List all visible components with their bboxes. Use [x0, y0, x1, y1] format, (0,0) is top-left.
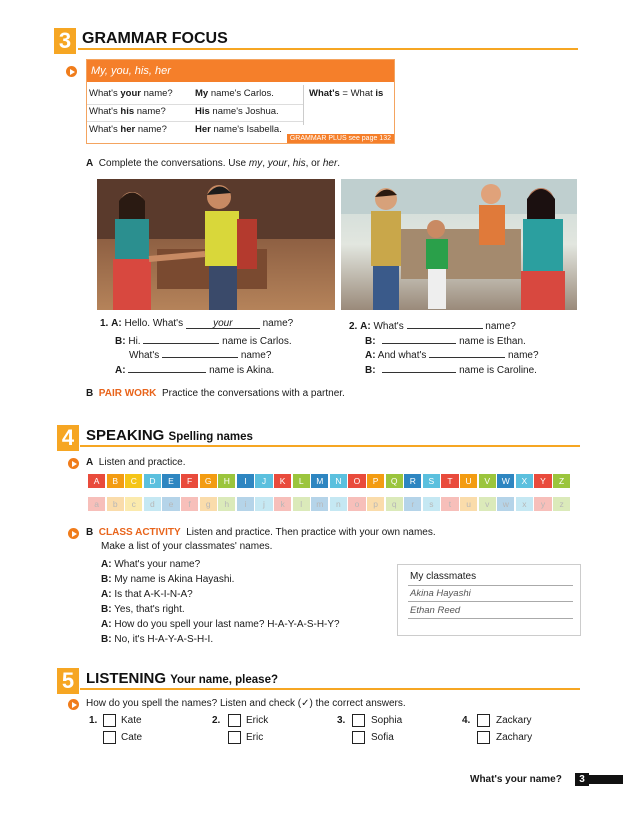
alphabet-letter-lower: m — [311, 497, 328, 511]
alphabet-letter-upper: Z — [553, 474, 570, 488]
alphabet-letter-upper: T — [441, 474, 458, 488]
part-b-pair-work: B PAIR WORK Practice the conversations with a partner. — [86, 388, 345, 399]
alphabet-letter-lower: u — [460, 497, 477, 511]
section-title-listening: LISTENING Your name, please? — [86, 670, 278, 687]
conversation-2-line-1: 2. A: What's name? — [349, 318, 516, 332]
listening-instructions: How do you spell the names? Listen and check (✓) the correct answers. — [86, 698, 406, 709]
blank-field[interactable] — [429, 347, 505, 358]
alphabet-letter-upper: J — [255, 474, 272, 488]
alphabet-letter-lower: p — [367, 497, 384, 511]
blank-field[interactable] — [162, 347, 238, 358]
alphabet-letter-upper: I — [237, 474, 254, 488]
section-title-grammar-focus: GRAMMAR FOCUS — [82, 30, 228, 47]
audio-play-icon[interactable] — [68, 528, 79, 539]
checkbox[interactable] — [352, 731, 365, 744]
alphabet-letter-upper: K — [274, 474, 291, 488]
blank-field[interactable] — [382, 362, 456, 373]
conversation-1-line-3: What's name? — [129, 347, 271, 361]
alphabet-letter-lower: i — [237, 497, 254, 511]
alphabet-letter-lower: s — [423, 497, 440, 511]
alphabet-letter-lower: e — [162, 497, 179, 511]
conversation-2-line-3: A: And what's name? — [365, 347, 539, 361]
alphabet-letter-lower: d — [144, 497, 161, 511]
alphabet-letter-lower: c — [125, 497, 142, 511]
illustration-carlos-akina — [97, 179, 335, 310]
grammar-question-1: What's your name? — [89, 88, 173, 99]
grammar-box-title: My, you, his, her — [87, 60, 394, 82]
section-number-4: 4 — [57, 425, 79, 451]
alphabet-letter-upper: X — [516, 474, 533, 488]
dialog-line: A: How do you spell your last name? H-A-Y-A-S-H-Y? — [101, 619, 340, 630]
listening-item-number: 3. — [337, 715, 346, 726]
grammar-row-line — [87, 104, 303, 105]
section-rule — [80, 688, 580, 690]
alphabet-letter-upper: O — [348, 474, 365, 488]
grammar-row-line — [87, 121, 303, 122]
classmate-name: Akina Hayashi — [410, 588, 471, 599]
alphabet-letter-lower: w — [497, 497, 514, 511]
section-rule — [80, 445, 580, 447]
speaking-b-instructions: B CLASS ACTIVITY Listen and practice. Then practice with your own names. — [86, 527, 436, 538]
alphabet-letter-lower: l — [293, 497, 310, 511]
conversation-1-answer: your — [186, 318, 260, 329]
alphabet-letter-upper: M — [311, 474, 328, 488]
dialog-line: A: Is that A-K-I-N-A? — [101, 589, 193, 600]
listening-option: Zackary — [496, 715, 532, 726]
alphabet-letter-upper: N — [330, 474, 347, 488]
grammar-answer-3: Her name's Isabella. — [195, 124, 282, 135]
conversation-1-line-1: 1. A: Hello. What's your name? — [100, 318, 294, 329]
audio-play-icon[interactable] — [66, 66, 77, 77]
alphabet-letter-upper: R — [404, 474, 421, 488]
classmate-name: Ethan Reed — [410, 605, 461, 616]
alphabet-letter-upper: W — [497, 474, 514, 488]
section-rule — [78, 48, 578, 50]
alphabet-letter-lower: y — [534, 497, 551, 511]
checkbox[interactable] — [352, 714, 365, 727]
classmates-list-box — [397, 564, 581, 636]
grammar-question-2: What's his name? — [89, 106, 166, 117]
listening-option: Erick — [246, 715, 269, 726]
checkbox[interactable] — [228, 731, 241, 744]
alphabet-letter-lower: v — [479, 497, 496, 511]
grammar-divider — [303, 85, 304, 125]
list-line — [408, 618, 573, 619]
alphabet-letter-lower: h — [218, 497, 235, 511]
classmates-title: My classmates — [410, 571, 477, 582]
checkbox[interactable] — [103, 714, 116, 727]
list-line — [408, 585, 573, 586]
listening-item-number: 4. — [462, 715, 471, 726]
alphabet-letter-upper: A — [88, 474, 105, 488]
listening-item-number: 1. — [89, 715, 98, 726]
footer-unit-title: What's your name? — [470, 774, 562, 785]
listening-option: Sofia — [371, 732, 394, 743]
conversation-1-line-4: A: name is Akina. — [115, 362, 274, 376]
conversation-2-line-2: B: name is Ethan. — [365, 333, 526, 347]
section-number-3: 3 — [54, 28, 76, 54]
speaking-a-instructions: A Listen and practice. — [86, 457, 186, 468]
alphabet-letter-lower: f — [181, 497, 198, 511]
checkbox[interactable] — [228, 714, 241, 727]
grammar-answer-1: My name's Carlos. — [195, 88, 274, 99]
listening-option: Eric — [246, 732, 264, 743]
checkbox[interactable] — [477, 714, 490, 727]
list-line — [408, 601, 573, 602]
grammar-answer-2: His name's Joshua. — [195, 106, 279, 117]
grammar-question-3: What's her name? — [89, 124, 167, 135]
alphabet-letter-upper: F — [181, 474, 198, 488]
audio-play-icon[interactable] — [68, 458, 79, 469]
checkbox[interactable] — [103, 731, 116, 744]
alphabet-letter-upper: H — [218, 474, 235, 488]
alphabet-letter-lower: t — [441, 497, 458, 511]
alphabet-letter-lower: n — [330, 497, 347, 511]
listening-option: Zachary — [496, 732, 533, 743]
alphabet-letter-upper: S — [423, 474, 440, 488]
alphabet-letter-lower: j — [255, 497, 272, 511]
dialog-line: B: Yes, that's right. — [101, 604, 185, 615]
alphabet-letter-upper: E — [162, 474, 179, 488]
section-title-speaking: SPEAKING Spelling names — [86, 427, 253, 444]
conversation-2-line-4: B: name is Caroline. — [365, 362, 537, 376]
alphabet-letter-upper: V — [479, 474, 496, 488]
alphabet-letter-upper: Y — [534, 474, 551, 488]
checkbox[interactable] — [477, 731, 490, 744]
listening-option: Sophia — [371, 715, 403, 726]
grammar-box — [86, 59, 395, 144]
alphabet-letter-lower: g — [200, 497, 217, 511]
illustration-ethan-caroline — [341, 179, 577, 310]
alphabet-letter-upper: B — [107, 474, 124, 488]
dialog-line: B: No, it's H-A-Y-A-S-H-I. — [101, 634, 214, 645]
alphabet-letter-upper: L — [293, 474, 310, 488]
conversation-1-line-2: B: Hi. name is Carlos. — [115, 333, 292, 347]
alphabet-letter-lower: o — [348, 497, 365, 511]
dialog-line: A: What's your name? — [101, 559, 201, 570]
listening-option: Kate — [121, 715, 142, 726]
speaking-b-instructions-2: Make a list of your classmates' names. — [101, 541, 273, 552]
alphabet-letter-lower: b — [107, 497, 124, 511]
blank-field[interactable] — [143, 333, 219, 344]
footer-bar — [589, 775, 623, 784]
listening-option: Cate — [121, 732, 143, 743]
alphabet-letter-lower: q — [386, 497, 403, 511]
listening-item-number: 2. — [212, 715, 221, 726]
alphabet-letter-lower: k — [274, 497, 291, 511]
alphabet-letter-upper: G — [200, 474, 217, 488]
audio-play-icon[interactable] — [68, 699, 79, 710]
blank-field[interactable] — [128, 362, 206, 373]
grammar-plus-link[interactable]: GRAMMAR PLUS see page 132 — [287, 134, 394, 143]
alphabet-letter-lower: x — [516, 497, 533, 511]
alphabet-letter-upper: Q — [386, 474, 403, 488]
alphabet-letter-upper: P — [367, 474, 384, 488]
alphabet-letter-upper: C — [125, 474, 142, 488]
alphabet-letter-lower: z — [553, 497, 570, 511]
blank-field[interactable] — [407, 318, 483, 329]
alphabet-letter-upper: U — [460, 474, 477, 488]
part-a-instructions: A Complete the conversations. Use my, your, his, or her. — [86, 158, 341, 169]
dialog-line: B: My name is Akina Hayashi. — [101, 574, 235, 585]
alphabet-letter-upper: D — [144, 474, 161, 488]
alphabet-letter-lower: a — [88, 497, 105, 511]
section-number-5: 5 — [57, 668, 79, 694]
alphabet-letter-lower: r — [404, 497, 421, 511]
grammar-note: What's = What is — [309, 88, 384, 99]
blank-field[interactable] — [382, 333, 456, 344]
page-number: 3 — [575, 773, 589, 786]
